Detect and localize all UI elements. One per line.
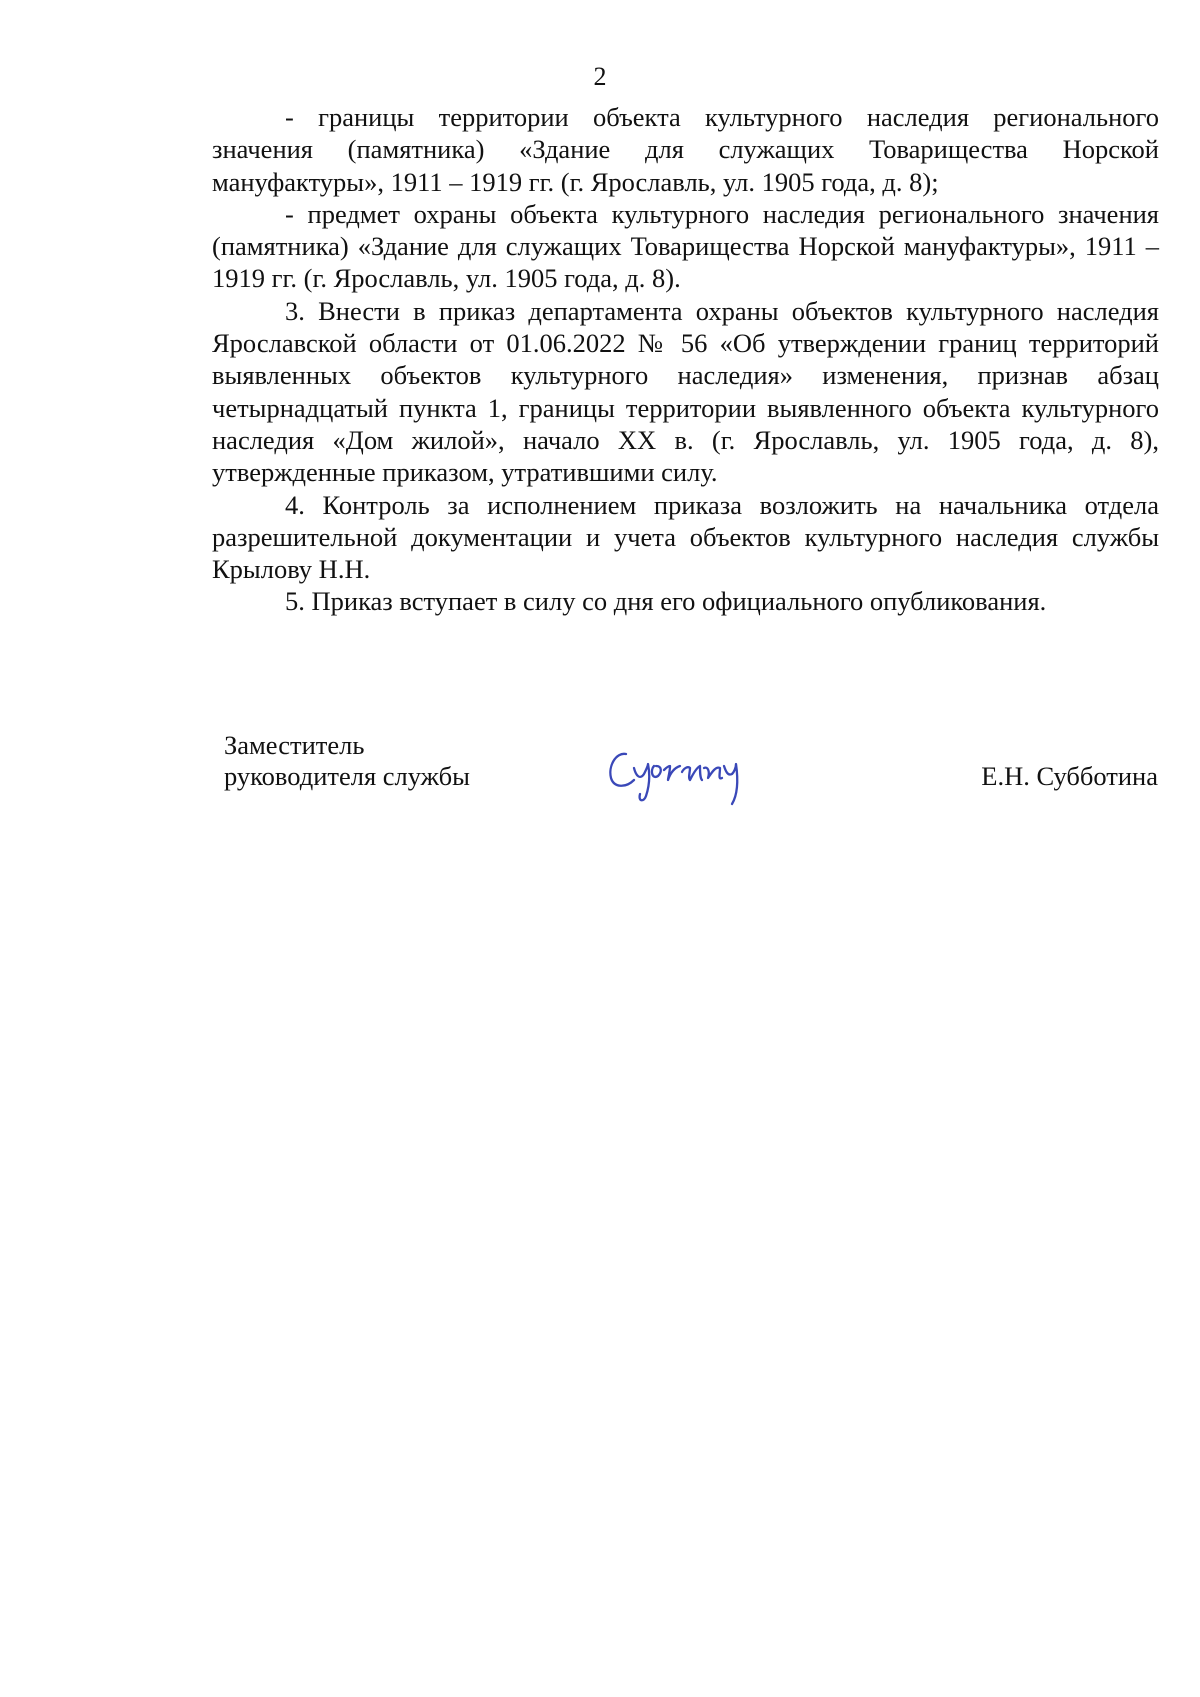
paragraph-item-3: 3. Внести в приказ департамента охраны объектов культурного наследия Ярославской области от 01.06.2022 № 56 «Об утверждении границ территорий выявленных объектов культурного наследия» изменения, признав абзац четырнадцатый пункта 1, границы территории выявленного объекта культурного наследия «Дом жилой», начало XX в. (г. Ярославль, ул. 1905 года, д. 8), утвержденные приказом, утратившими силу.	[212, 295, 1159, 488]
paragraph-item-4: 4. Контроль за исполнением приказа возложить на начальника отдела разрешительной документации и учета объектов культурного наследия службы Крылову Н.Н.	[212, 489, 1159, 585]
handwritten-signature	[604, 738, 754, 810]
signer-name: Е.Н. Субботина	[981, 761, 1158, 791]
paragraph-boundaries: - границы территории объекта культурного наследия регионального значения (памятника) «Здание для служащих Товарищества Норской мануфактуры», 1911 – 1919 гг. (г. Ярославль, ул. 1905 года, д. 8);	[212, 102, 1159, 197]
signer-position-line-2: руководителя службы	[224, 761, 470, 791]
paragraph-item-5: 5. Приказ вступает в силу со дня его официального опубликования.	[285, 586, 1047, 617]
signer-position	[224, 730, 470, 792]
paragraph-protection-subject: - предмет охраны объекта культурного наследия регионального значения (памятника) «Здание для служащих Товарищества Норской мануфактуры», 1911 – 1919 гг. (г. Ярославль, ул. 1905 года, д. 8).	[212, 198, 1159, 294]
signature-icon	[604, 738, 754, 810]
document-body	[212, 101, 1159, 618]
signer-position-line-1: Заместитель	[224, 730, 365, 760]
page-number: 2	[593, 62, 607, 91]
